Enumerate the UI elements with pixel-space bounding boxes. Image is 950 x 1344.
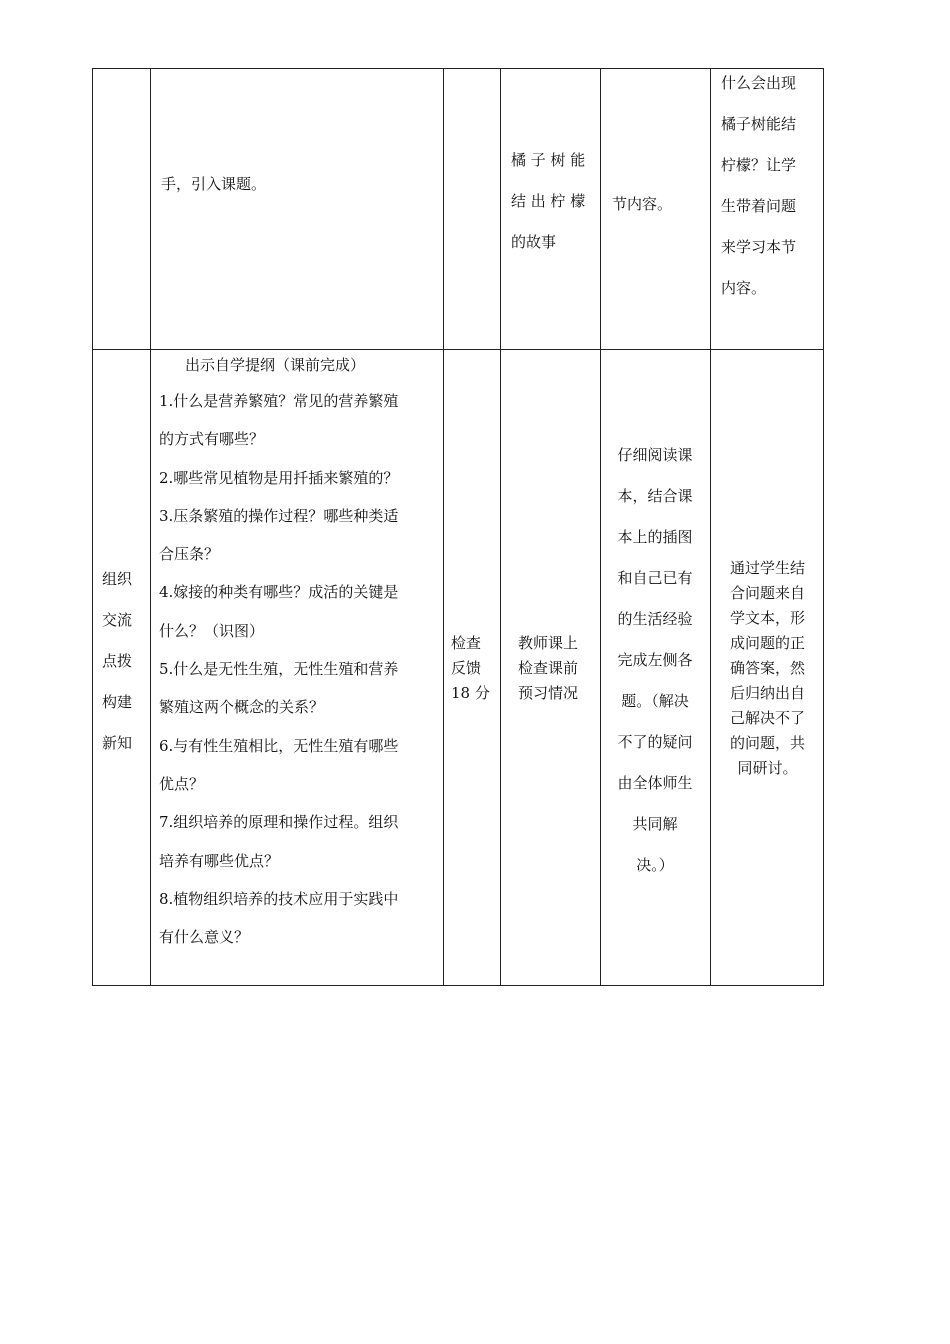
intent-line: 通过学生结 (729, 559, 805, 577)
row1-student-text: 节内容。 (612, 195, 673, 213)
row1-intent-cell (721, 63, 796, 309)
row1-material-cell (511, 140, 585, 263)
row1-intent-line: 内容。 (721, 279, 767, 297)
column-divider (150, 69, 151, 985)
row1-material-line: 的故事 (511, 233, 557, 251)
outline-line: 什么？（识图） (159, 621, 265, 640)
outline-title: 出示自学提纲（课前完成） (185, 356, 366, 374)
row1-intent-line: 什么会出现 (721, 74, 797, 92)
outline-line: 2.哪些常见植物是用扦插来繁殖的？ (159, 468, 399, 487)
teacher-line: 检查课前 (518, 659, 579, 677)
outline-line: 8.植物组织培养的技术应用于实践中 (159, 889, 399, 908)
row1-intent-line: 橘子树能结 (721, 115, 797, 133)
row1-material-line: 结 出 柠 檬 (511, 192, 586, 210)
row1-intent-line: 来学习本节 (721, 238, 797, 256)
student-line: 和自己已有 (617, 569, 693, 587)
outline-line: 7.组织培养的原理和操作过程。组织 (159, 813, 399, 832)
outline-line: 繁殖这两个概念的关系？ (159, 698, 325, 717)
student-line: 共同解 (632, 815, 678, 833)
intent-line: 合问题来自 (729, 584, 805, 602)
stage-line: 组织 (102, 570, 133, 588)
outline-line: 1.什么是营养繁殖？常见的营养繁殖 (159, 392, 399, 410)
column-divider (443, 69, 444, 985)
row-divider (93, 349, 823, 350)
student-line: 完成左侧各 (617, 651, 693, 669)
student-line: 仔细阅读课 (617, 446, 693, 464)
intent-line: 确答案，然 (729, 659, 805, 677)
row2-method-cell (451, 631, 490, 706)
intent-line: 同研讨。 (737, 759, 798, 777)
student-line: 由全体师生 (617, 774, 693, 792)
intent-line: 己解决不了 (729, 709, 805, 727)
outline-line: 6.与有性生殖相比，无性生殖有哪些 (159, 736, 399, 755)
column-divider (500, 69, 501, 985)
row2-student-cell (600, 435, 710, 886)
row2-stage-cell (102, 559, 132, 764)
student-line: 本，结合课 (617, 487, 693, 505)
outline-list (159, 382, 398, 956)
row1-material-line: 橘 子 树 能 (511, 151, 586, 169)
teacher-line: 教师课上 (518, 634, 579, 652)
method-line: 18 分 (451, 684, 490, 702)
column-divider (710, 69, 711, 985)
row2-intent-cell (710, 556, 825, 781)
outline-line: 3.压条繁殖的操作过程？哪些种类适 (159, 506, 399, 525)
intent-line: 成问题的正 (729, 634, 805, 652)
row2-teacher-cell (518, 631, 578, 706)
student-line: 本上的插图 (617, 528, 693, 546)
outline-line: 4.嫁接的种类有哪些？成活的关键是 (159, 583, 399, 602)
outline-line: 合压条？ (159, 545, 220, 564)
student-line: 的生活经验 (617, 610, 693, 628)
outline-line: 培养有哪些优点？ (159, 851, 280, 870)
student-line: 题。（解决 (621, 692, 689, 710)
method-line: 反馈 (451, 659, 482, 677)
intent-line: 后归纳出自 (729, 684, 805, 702)
teacher-line: 预习情况 (518, 684, 579, 702)
outline-line: 优点？ (159, 774, 205, 793)
intent-line: 学文本，形 (729, 609, 805, 627)
row1-intent-line: 生带着问题 (721, 197, 797, 215)
stage-line: 构建 (102, 693, 133, 711)
student-line: 不了的疑问 (617, 733, 693, 751)
intent-line: 的问题，共 (729, 734, 805, 752)
method-line: 检查 (451, 634, 482, 652)
lesson-plan-table (92, 68, 824, 986)
stage-line: 新知 (102, 734, 133, 752)
row1-intent-line: 柠檬？让学 (721, 156, 797, 174)
row1-activity-text: 手，引入课题。 (161, 175, 267, 193)
outline-line: 有什么意义？ (159, 928, 250, 947)
outline-line: 的方式有哪些？ (159, 430, 265, 449)
student-line: 决。） (636, 856, 674, 874)
stage-line: 点拨 (102, 652, 133, 670)
stage-line: 交流 (102, 611, 133, 629)
outline-line: 5.什么是无性生殖，无性生殖和营养 (159, 660, 399, 679)
